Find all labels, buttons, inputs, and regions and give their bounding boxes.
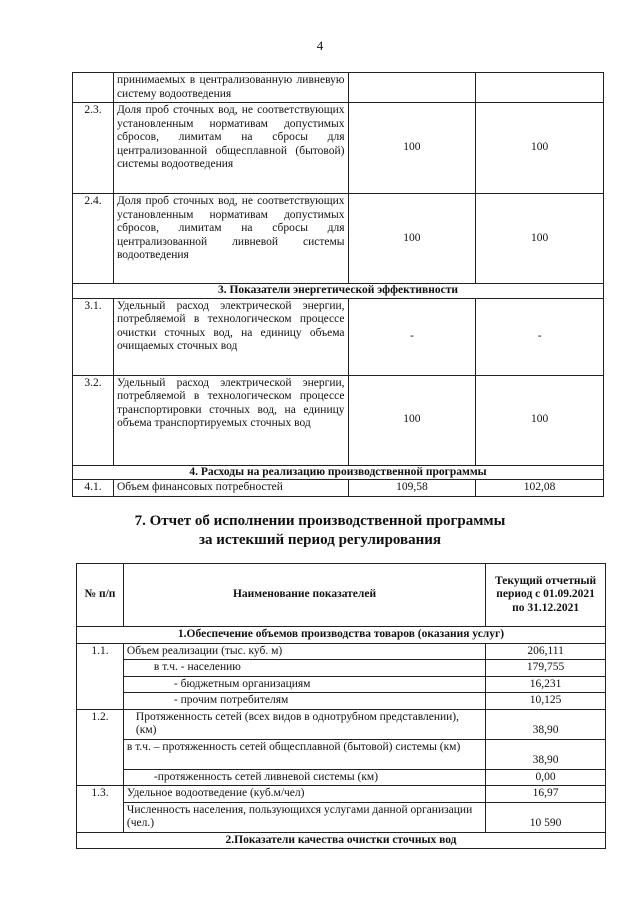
indicator-value: 206,111 (486, 643, 606, 660)
indicator-value: 10,125 (486, 693, 606, 710)
indicator-value: 109,58 (348, 480, 476, 497)
indicator-value: 100 (348, 194, 476, 284)
indicator-value: 100 (476, 375, 604, 465)
indicator-value: 179,755 (486, 660, 606, 677)
row-number: 4.1. (73, 480, 114, 497)
table-row (77, 693, 606, 710)
indicator-name: Доля проб сточных вод, не соответствующих установленным нормативам допустимых сбросов, лимитам на сбросы для централизованной общесплавной (бытовой) системы водоотведения (113, 103, 348, 194)
table-row (77, 660, 606, 677)
indicator-value: 16,231 (486, 676, 606, 693)
page-number: 4 (316, 38, 324, 53)
indicator-name: Удельный расход электрической энергии, потребляемой в технологическом процессе транспортировки сточных вод, на единицу объема транспортируемых сточных вод (113, 375, 348, 465)
column-header-number: № п/п (77, 564, 124, 627)
indicator-name: -протяженность сетей ливневой системы (км) (123, 769, 485, 786)
indicator-value: 38,90 (486, 709, 606, 739)
indicator-value: 100 (348, 375, 476, 465)
indicator-value (476, 73, 604, 103)
section-title: 2.Показатели качества очистки сточных вод (77, 832, 606, 849)
column-header-period: Текущий отчетный период с 01.09.2021 по 31.12.2021 (486, 564, 606, 627)
table-row (73, 103, 604, 194)
indicator-value: - (348, 298, 476, 375)
section-row (77, 627, 606, 644)
indicator-value: 10 590 (486, 802, 606, 832)
row-number: 1.2. (77, 709, 124, 786)
report-table (76, 563, 606, 849)
indicator-value: 100 (348, 103, 476, 194)
row-number: 1.1. (77, 643, 124, 709)
table-row (77, 709, 606, 739)
indicator-name: Удельное водоотведение (куб.м/чел) (123, 786, 485, 803)
indicator-name: Удельный расход электрической энергии, потребляемой в технологическом процессе очистки сточных вод, на единицу объема очищаемых сточных вод (113, 298, 348, 375)
row-number (73, 73, 114, 103)
table-row (73, 73, 604, 103)
section-title: 1.Обеспечение объемов производства товаров (оказания услуг) (77, 627, 606, 644)
row-number: 2.4. (73, 194, 114, 284)
section-row (73, 284, 604, 299)
section-heading (0, 512, 640, 550)
row-number: 2.3. (73, 103, 114, 194)
row-number: 1.3. (77, 786, 124, 833)
indicator-name: - бюджетным организациям (123, 676, 485, 693)
indicator-name: принимаемых в централизованную ливневую систему водоотведения (113, 73, 348, 103)
indicator-name: в т.ч. – протяженность сетей общесплавной (бытовой) системы (км) (123, 739, 485, 769)
row-number: 3.2. (73, 375, 114, 465)
section-title: 4. Расходы на реализацию производственной программы (73, 465, 604, 480)
indicator-value: - (476, 298, 604, 375)
table-row (77, 676, 606, 693)
table-row (73, 298, 604, 375)
indicators-table (72, 72, 604, 497)
indicator-value: 100 (476, 103, 604, 194)
table-row (77, 786, 606, 803)
section-title: 3. Показатели энергетической эффективности (73, 284, 604, 299)
indicator-name: в т.ч. - населению (123, 660, 485, 677)
row-number: 3.1. (73, 298, 114, 375)
indicator-value: 102,08 (476, 480, 604, 497)
indicator-name: Объем финансовых потребностей (113, 480, 348, 497)
indicator-value: 100 (476, 194, 604, 284)
indicator-value: 16,97 (486, 786, 606, 803)
table-row (77, 643, 606, 660)
table-row (73, 194, 604, 284)
section-row (77, 832, 606, 849)
indicator-name: Численность населения, пользующихся услугами данной организации (чел.) (123, 802, 485, 832)
column-header-name: Наименование показателей (123, 564, 485, 627)
table-row (77, 802, 606, 832)
indicator-name: Протяженность сетей (всех видов в однотрубном представлении), (км) (123, 709, 485, 739)
indicator-name: Доля проб сточных вод, не соответствующих установленным нормативам допустимых сбросов, лимитам на сбросы для централизованной ливневой системы водоотведения (113, 194, 348, 284)
table-row (73, 480, 604, 497)
indicator-value (348, 73, 476, 103)
table-row (77, 739, 606, 769)
table-header-row (77, 564, 606, 627)
heading-line-2: за истекший период регулирования (198, 532, 442, 548)
table-row (73, 375, 604, 465)
indicator-value: 0,00 (486, 769, 606, 786)
table-row (77, 769, 606, 786)
indicator-name: - прочим потребителям (123, 693, 485, 710)
indicator-name: Объем реализации (тыс. куб. м) (123, 643, 485, 660)
section-row (73, 465, 604, 480)
heading-line-1: 7. Отчет об исполнении производственной программы (134, 513, 506, 529)
indicator-value: 38,90 (486, 739, 606, 769)
